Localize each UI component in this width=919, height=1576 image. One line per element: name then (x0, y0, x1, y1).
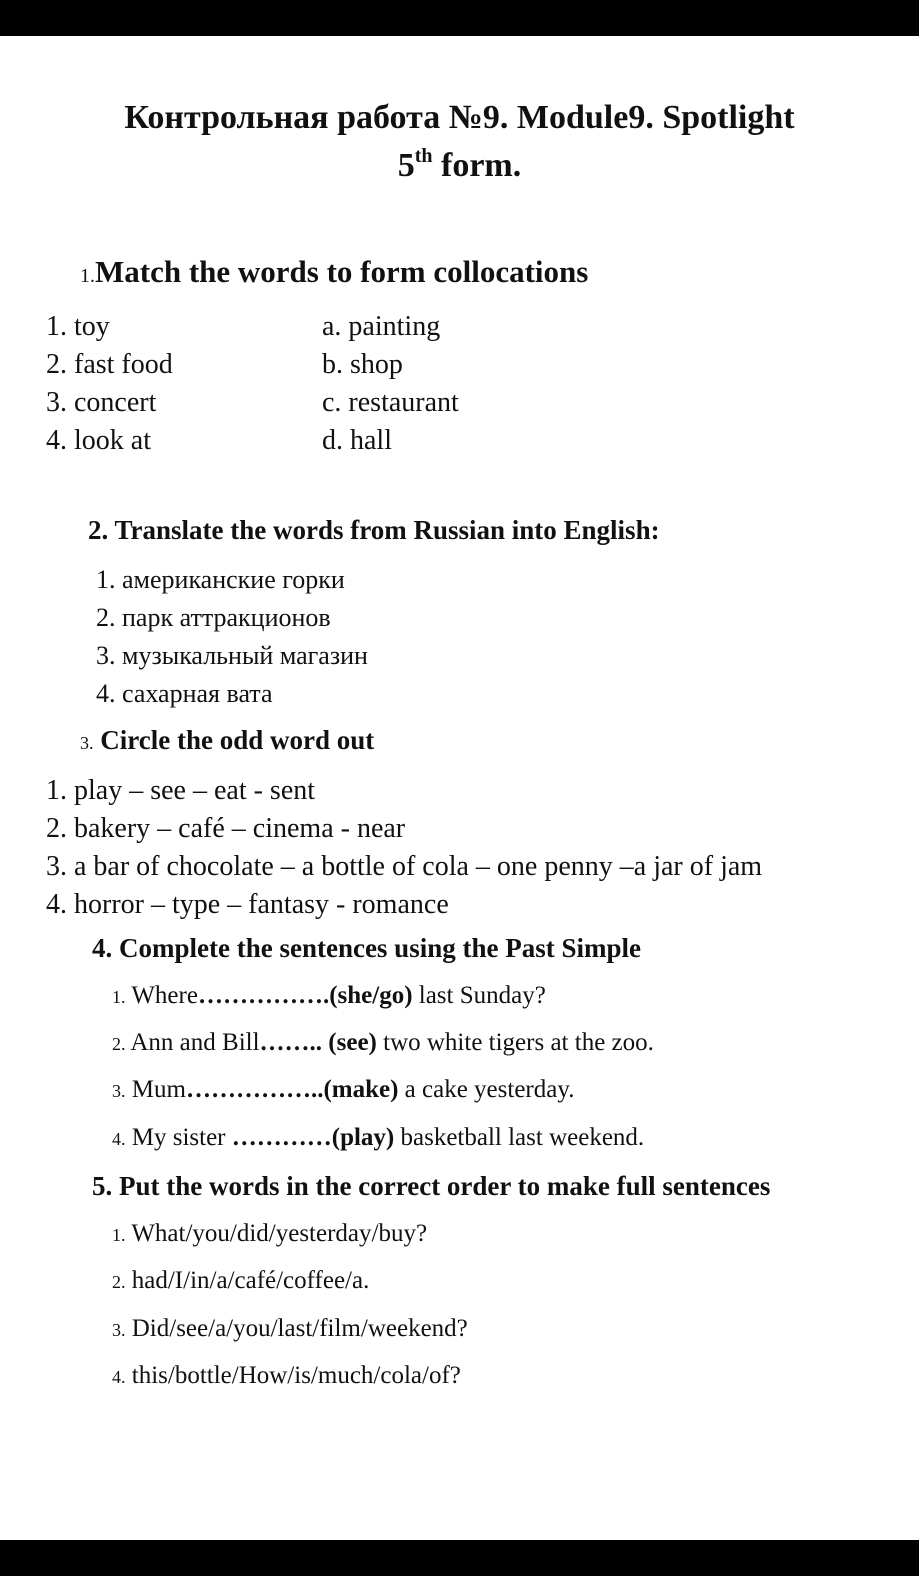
section5-item: 4. this/bottle/How/is/much/cola/of? (112, 1362, 461, 1389)
section2-item: 1. американские горки (96, 565, 345, 594)
section3-item: 2. bakery – café – cinema - near (46, 813, 406, 844)
section1-right-item: b. shop (322, 349, 403, 380)
section5-item: 1. What/you/did/yesterday/buy? (112, 1220, 428, 1247)
top-black-bar (0, 0, 919, 36)
section2-heading: 2. Translate the words from Russian into English: (88, 515, 660, 545)
section1-left-item: 4. look at (46, 425, 151, 456)
bottom-black-bar (0, 1540, 919, 1576)
page-subtitle: 5th form. (397, 145, 522, 184)
section5-item: 3. Did/see/a/you/last/film/weekend? (112, 1315, 468, 1342)
section4-sentence: 1. Where…………….(she/go) last Sunday? (112, 982, 546, 1009)
section1-left-item: 2. fast food (46, 349, 173, 380)
section2-item: 4. сахарная вата (96, 679, 273, 708)
section3-item: 4. horror – type – fantasy - romance (46, 889, 449, 920)
page-title: Контрольная работа №9. Module9. Spotlight (124, 99, 795, 136)
section4-sentence: 2. Ann and Bill…….. (see) two white tigers at the zoo. (112, 1029, 654, 1056)
section1-heading: 1.Match the words to form collocations (80, 254, 589, 289)
section2-item: 3. музыкальный магазин (96, 641, 368, 670)
section3-item: 3. a bar of chocolate – a bottle of cola – one penny –a jar of jam (46, 851, 763, 882)
section1-right-item: d. hall (322, 425, 392, 456)
section1-left-item: 3. concert (46, 387, 157, 418)
section4-sentence: 3. Mum……………..(make) a cake yesterday. (112, 1076, 575, 1103)
section4-heading: 4. Complete the sentences using the Past Simple (92, 933, 641, 963)
section3-item: 1. play – see – eat - sent (46, 775, 316, 806)
section2-item: 2. парк аттракционов (96, 603, 331, 632)
section1-left-item: 1. toy (46, 311, 110, 342)
section1-right-item: c. restaurant (322, 387, 459, 418)
section5-item: 2. had/I/in/a/café/coffee/a. (112, 1267, 370, 1294)
section1-right-item: a. painting (322, 311, 441, 342)
section3-heading: 3. Circle the odd word out (80, 725, 375, 755)
section5-heading: 5. Put the words in the correct order to make full sentences (92, 1171, 771, 1201)
section4-sentence: 4. My sister …………(play) basketball last weekend. (112, 1124, 645, 1151)
